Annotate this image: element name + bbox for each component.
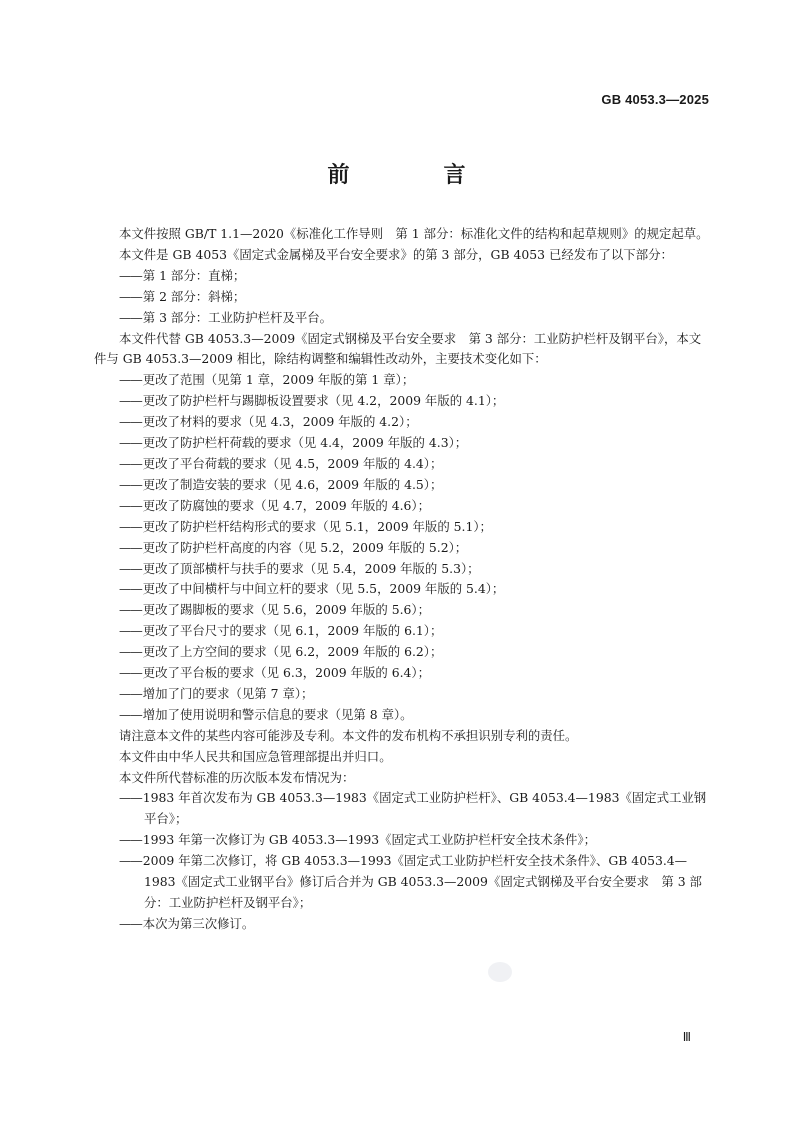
paragraph-patent-notice: 请注意本文件的某些内容可能涉及专利。本文件的发布机构不承担识别专利的责任。 xyxy=(119,727,578,743)
changes-list xyxy=(94,370,710,725)
paragraph-history-intro: 本文件所代替标准的历次版本发布情况为： xyxy=(119,769,355,785)
list-item: —— 第 3 部分：工业防护栏杆及平台。 xyxy=(94,308,710,329)
page-title: 前 言 xyxy=(327,163,502,188)
list-item: —— 更改了顶部横杆与扶手的要求（见 5.4，2009 年版的 5.3）； xyxy=(94,559,710,580)
paragraph-series-intro: 本文件是 GB 4053《固定式金属梯及平台安全要求》的第 3 部分，GB 4053 已经发布了以下部分： xyxy=(119,246,673,262)
list-item: —— 更改了踢脚板的要求（见 5.6，2009 年版的 5.6）； xyxy=(94,600,710,621)
standard-code: GB 4053.3—2025 xyxy=(601,92,709,107)
list-item: —— 更改了制造安装的要求（见 4.6，2009 年版的 4.5）； xyxy=(94,475,710,496)
history-list xyxy=(94,788,710,934)
list-item: —— 增加了门的要求（见第 7 章）； xyxy=(94,684,710,705)
list-item: —— 更改了防护栏杆高度的内容（见 5.2，2009 年版的 5.2）； xyxy=(94,538,710,559)
page-number: Ⅲ xyxy=(682,1030,691,1044)
foreword-body xyxy=(94,224,710,935)
list-item: —— 更改了材料的要求（见 4.3，2009 年版的 4.2）； xyxy=(94,412,710,433)
list-item: —— 更改了中间横杆与中间立杆的要求（见 5.5，2009 年版的 5.4）； xyxy=(94,579,710,600)
list-item: —— 更改了范围（见第 1 章，2009 年版的第 1 章）； xyxy=(94,370,710,391)
list-item: —— 更改了平台尺寸的要求（见 6.1，2009 年版的 6.1）； xyxy=(94,621,710,642)
watermark-logo xyxy=(488,962,512,982)
list-item: —— 更改了防护栏杆结构形式的要求（见 5.1，2009 年版的 5.1）； xyxy=(94,517,710,538)
list-item: —— 更改了平台板的要求（见 6.3，2009 年版的 6.4）； xyxy=(94,663,710,684)
list-item: —— 更改了防护栏杆与踢脚板设置要求（见 4.2，2009 年版的 4.1）； xyxy=(94,391,710,412)
list-item: —— 第 2 部分：斜梯； xyxy=(94,287,710,308)
paragraph-drafting-rule: 本文件按照 GB/T 1.1—2020《标准化工作导则 第 1 部分：标准化文件的结构和起草规则》的规定起草。 xyxy=(119,226,709,241)
list-item: —— 第 1 部分：直梯； xyxy=(94,266,710,287)
list-item: —— 更改了防腐蚀的要求（见 4.7，2009 年版的 4.6）； xyxy=(94,496,710,517)
list-item: —— 增加了使用说明和警示信息的要求（见第 8 章）。 xyxy=(94,705,710,726)
paragraph-replacement: 本文件代替 GB 4053.3—2009《固定式钢梯及平台安全要求 第 3 部分：工业防护栏杆及钢平台》，本文件与 GB 4053.3—2009 相比，除结构调整和编辑性改动外，主要技术变化如下： xyxy=(94,330,702,367)
list-item: —— 更改了上方空间的要求（见 6.2，2009 年版的 6.2）； xyxy=(94,642,710,663)
list-item: —— 本次为第三次修订。 xyxy=(94,914,710,935)
list-item: —— 2009 年第二次修订，将 GB 4053.3—1993《固定式工业防护栏杆安全技术条件》、GB 4053.4—1983《固定式工业钢平台》修订后合并为 GB 4053.3—2009《固定式钢梯及平台安全要求 第 3 部分：工业防护栏杆及钢平台》； xyxy=(94,851,710,914)
list-item: —— 1993 年第一次修订为 GB 4053.3—1993《固定式工业防护栏杆安全技术条件》； xyxy=(94,830,710,851)
paragraph-proposer: 本文件由中华人民共和国应急管理部提出并归口。 xyxy=(119,748,392,764)
list-item: —— 更改了平台荷载的要求（见 4.5，2009 年版的 4.4）； xyxy=(94,454,710,475)
list-item: —— 更改了防护栏杆荷载的要求（见 4.4，2009 年版的 4.3）； xyxy=(94,433,710,454)
parts-list xyxy=(94,266,710,329)
list-item: —— 1983 年首次发布为 GB 4053.3—1983《固定式工业防护栏杆》、GB 4053.4—1983《固定式工业钢平台》； xyxy=(94,788,710,830)
